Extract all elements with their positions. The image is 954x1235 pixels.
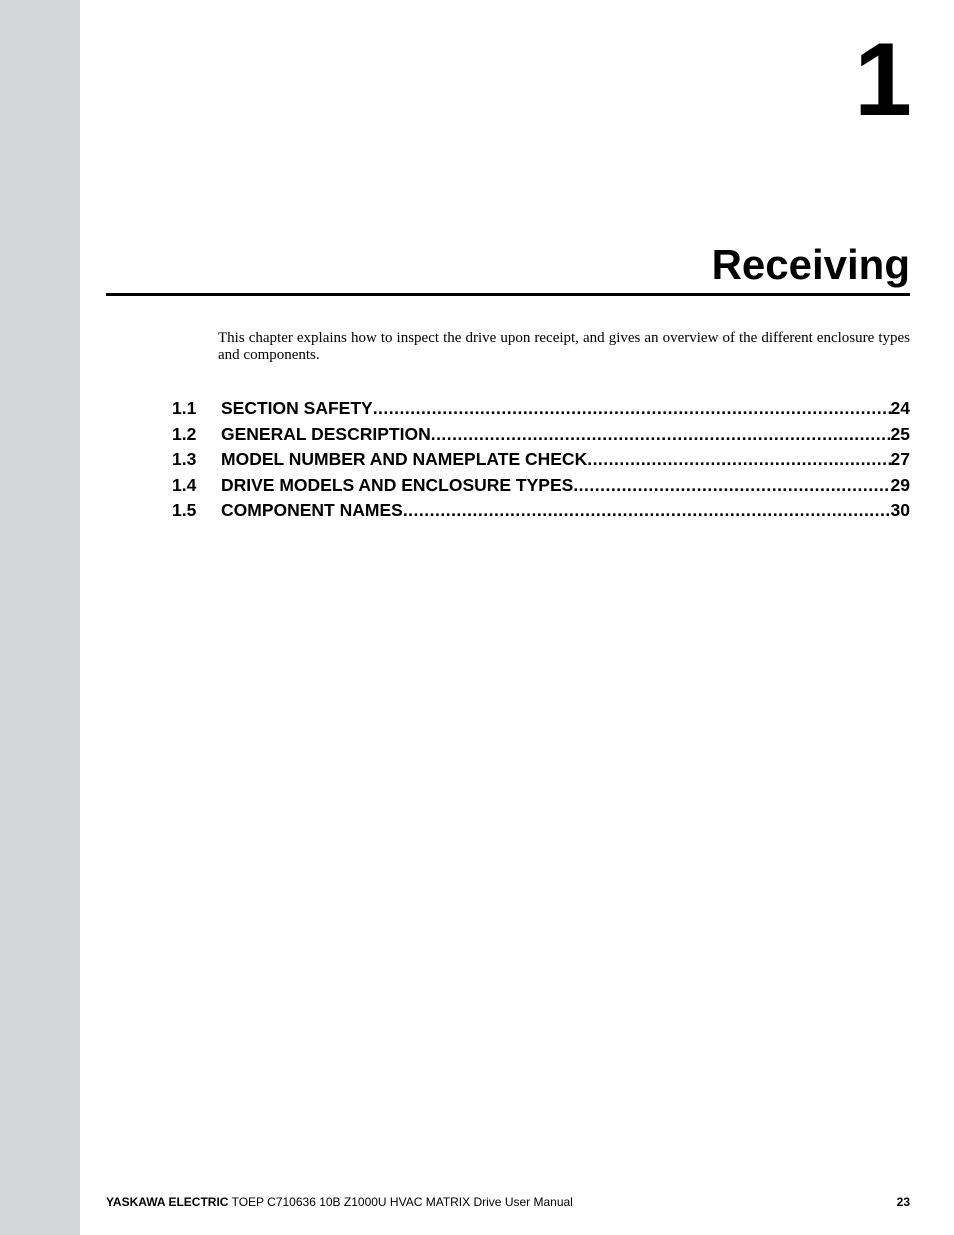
toc-entry-label: COMPONENT NAMES <box>221 500 403 521</box>
chapter-intro: This chapter explains how to inspect the drive upon receipt, and gives an overview of the different enclosure types and components. <box>218 330 910 363</box>
toc-entry-page: 24 <box>890 398 910 418</box>
toc-entry-model-number-check[interactable] <box>172 449 910 475</box>
toc-entry-component-names[interactable] <box>172 500 910 526</box>
table-of-contents <box>172 398 910 526</box>
toc-entry-page: 30 <box>890 500 910 521</box>
footer-page-number: 23 <box>896 1195 910 1209</box>
toc-entry-number: 1.1 <box>172 398 197 418</box>
side-band <box>0 0 80 1235</box>
chapter-number: 1 <box>854 22 910 138</box>
toc-leader-dots <box>403 500 891 521</box>
toc-entry-drive-models[interactable] <box>172 475 910 501</box>
footer-manual-info <box>106 1195 573 1209</box>
toc-entry-number: 1.4 <box>172 474 197 495</box>
toc-leader-dots <box>587 449 890 470</box>
footer-brand: YASKAWA ELECTRIC <box>106 1195 229 1209</box>
toc-entry-number: 1.5 <box>172 500 197 521</box>
toc-leader-dots <box>573 475 890 496</box>
toc-entry-label: DRIVE MODELS AND ENCLOSURE TYPES <box>221 474 574 495</box>
toc-leader-dots <box>373 398 891 419</box>
toc-entry-page: 27 <box>890 449 910 470</box>
toc-entry-label: MODEL NUMBER AND NAMEPLATE CHECK <box>221 449 588 470</box>
footer-manual-title: TOEP C710636 10B Z1000U HVAC MATRIX Drive User Manual <box>231 1195 573 1209</box>
toc-entry-label: GENERAL DESCRIPTION <box>221 423 431 444</box>
toc-leader-dots <box>431 424 891 445</box>
toc-entry-section-safety[interactable] <box>172 398 910 424</box>
toc-entry-general-description[interactable] <box>172 424 910 450</box>
chapter-title: Receiving <box>711 241 910 288</box>
title-rule <box>106 293 910 296</box>
toc-entry-label: SECTION SAFETY <box>221 398 373 418</box>
page-footer <box>106 1195 910 1209</box>
toc-entry-page: 29 <box>890 474 910 495</box>
toc-entry-page: 25 <box>890 423 910 444</box>
toc-entry-number: 1.3 <box>172 449 197 470</box>
toc-entry-number: 1.2 <box>172 423 197 444</box>
